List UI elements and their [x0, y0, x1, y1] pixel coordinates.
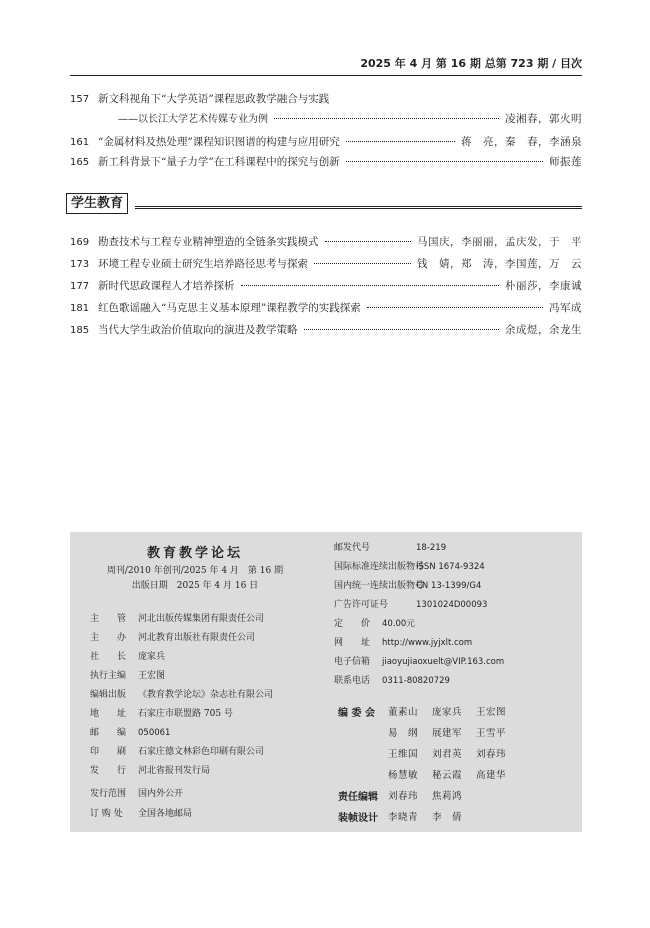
responsible-editor: 焦莉鸿 [432, 791, 463, 802]
colophon-label: 发 行 [90, 766, 127, 776]
colophon-row [90, 788, 183, 801]
toc-page-number: 181 [70, 303, 90, 314]
colophon-value: 《教育教学论坛》杂志社有限公司 [138, 690, 274, 700]
dot-leader [346, 141, 455, 142]
colophon-row [90, 708, 233, 721]
colophon-value: ISSN 1674-9324 [416, 562, 485, 572]
colophon-row [334, 561, 485, 574]
colophon-row [90, 651, 165, 664]
toc-authors: 余成煜，余龙生 [505, 324, 582, 336]
toc-entry-subtitle[interactable] [70, 110, 582, 128]
colophon-label: 主 管 [90, 614, 127, 624]
toc-entry[interactable] [70, 133, 582, 151]
committee-member: 杨慧敏 [388, 770, 419, 781]
colophon-value: CN 13-1399/G4 [416, 581, 482, 591]
toc-subtitle: ——以长江大学艺术传媒专业为例 [118, 114, 268, 125]
toc-authors: 冯军成 [549, 302, 582, 314]
colophon-label: 邮发代号 [334, 543, 371, 553]
designer: 李 倩 [432, 812, 463, 823]
dot-leader [304, 329, 500, 330]
toc-page-number: 169 [70, 237, 90, 248]
colophon-label: 订 购 处 [90, 809, 123, 819]
design-label: 装帧设计 [338, 813, 378, 824]
committee-label: 编 委 会 [338, 708, 375, 719]
toc-authors: 蒋 亮，秦 春，李涵泉 [461, 136, 582, 148]
colophon-row [90, 727, 170, 740]
colophon-value: 全国各地邮局 [138, 809, 193, 819]
colophon-row [334, 580, 481, 593]
toc-page-number: 185 [70, 325, 90, 336]
toc-title: 当代大学生政治价值取向的演进及教学策略 [98, 324, 298, 336]
colophon-row [90, 613, 264, 626]
responsible-editor: 刘春玮 [388, 791, 419, 802]
committee-member: 易 纲 [388, 728, 419, 739]
committee-member: 刘春玮 [476, 749, 507, 760]
colophon-label: 执行主编 [90, 671, 127, 681]
toc-title: 新时代思政课程人才培养探析 [98, 280, 235, 292]
issue-header: 2025 年 4 月 第 16 期 总第 723 期 / 目次 [360, 57, 582, 70]
toc-entry[interactable] [70, 299, 582, 317]
dot-leader [274, 118, 499, 119]
colophon-label: 编辑出版 [90, 690, 127, 700]
colophon-label: 联系电话 [334, 676, 371, 686]
colophon-value: 18-219 [416, 543, 447, 553]
toc-title: 红色歌谣融入“马克思主义基本原理”课程教学的实践探索 [98, 302, 361, 314]
committee-member: 董素山 [388, 707, 419, 718]
toc-entry[interactable] [70, 255, 582, 273]
dot-leader [367, 307, 543, 308]
colophon-label: 国内统一连续出版物号 [334, 581, 425, 591]
dot-leader [241, 285, 500, 286]
publication-info: 周刊/2010 年创刊/2025 年 4 月 第 16 期 [106, 566, 284, 576]
colophon-row [90, 746, 264, 759]
committee-member: 展建军 [432, 728, 463, 739]
toc-page-number: 161 [70, 137, 90, 148]
dot-leader [346, 161, 543, 162]
toc-entry[interactable] [70, 277, 582, 295]
colophon-value[interactable]: http://www.jyjxlt.com [382, 638, 473, 648]
colophon-row [334, 637, 472, 650]
colophon-row [334, 656, 504, 669]
colophon-label: 主 办 [90, 633, 127, 643]
colophon-label: 网 址 [334, 638, 371, 648]
colophon-label: 发行范围 [90, 789, 127, 799]
toc-page-number: 177 [70, 281, 90, 292]
section-rule [135, 206, 582, 209]
colophon-value: 王宏图 [138, 671, 166, 681]
designer: 李晓青 [388, 812, 419, 823]
toc-title: 新工科背景下“量子力学”在工科课程中的探究与创新 [98, 156, 340, 168]
toc-page-number: 157 [70, 94, 90, 105]
toc-page-number: 173 [70, 259, 90, 270]
toc-page-number: 165 [70, 157, 90, 168]
colophon-value: 庞家兵 [138, 652, 166, 662]
colophon-row [334, 675, 450, 688]
toc-authors: 马国庆，李丽丽，孟庆发，于 平 [417, 236, 582, 248]
toc-title: “金属材料及热处理”课程知识图谱的构建与应用研究 [98, 136, 340, 148]
colophon-value: 050061 [138, 728, 171, 738]
section-header [66, 192, 128, 214]
publication-date: 出版日期 2025 年 4 月 16 日 [131, 581, 259, 591]
header-rule [70, 75, 582, 76]
colophon-value: 石家庄市联盟路 705 号 [138, 709, 233, 719]
colophon-value: 0311-80820729 [382, 676, 450, 686]
journal-title: 教育教学论坛 [146, 546, 243, 561]
dot-leader [325, 241, 412, 242]
editor-label: 责任编辑 [338, 792, 378, 803]
colophon-row [334, 542, 446, 555]
colophon-value: 国内外公开 [138, 789, 184, 799]
toc-authors: 朴丽莎，李康诚 [505, 280, 582, 292]
colophon-label: 地 址 [90, 709, 127, 719]
colophon-label: 电子信箱 [334, 657, 371, 667]
toc-authors: 钱 婧，郑 涛，李国莲，万 云 [417, 258, 582, 270]
colophon-value: 石家庄德文林彩色印刷有限公司 [138, 747, 265, 757]
colophon-row [334, 618, 415, 631]
colophon-row [90, 689, 273, 702]
colophon-label: 国际标准连续出版物号 [334, 562, 425, 572]
colophon-row [90, 670, 165, 683]
toc-entry[interactable] [70, 90, 582, 108]
toc-entry[interactable] [70, 321, 582, 339]
committee-member: 高建华 [476, 770, 507, 781]
colophon-value: 40.00元 [382, 619, 415, 629]
toc-title: 勘查技术与工程专业精神塑造的全链条实践模式 [98, 236, 319, 248]
toc-authors: 师振莲 [549, 156, 582, 168]
colophon-value[interactable]: jiaoyujiaoxuelt@VIP.163.com [382, 657, 505, 667]
colophon-value: 河北出版传媒集团有限责任公司 [138, 614, 265, 624]
committee-member: 庞家兵 [432, 707, 463, 718]
colophon-value: 1301024D00093 [416, 600, 488, 610]
committee-member: 王宏图 [476, 707, 507, 718]
colophon-label: 邮 编 [90, 728, 127, 738]
toc-entry[interactable] [70, 153, 582, 171]
colophon-label: 广告许可证号 [334, 600, 389, 610]
committee-member: 秘云霞 [432, 770, 463, 781]
dot-leader [314, 263, 411, 264]
colophon-label: 社 长 [90, 652, 127, 662]
toc-title: 新文科视角下“大学英语”课程思政教学融合与实践 [98, 93, 330, 105]
toc-entry[interactable] [70, 233, 582, 251]
colophon-box [70, 532, 582, 832]
committee-member: 刘君英 [432, 749, 463, 760]
committee-member: 王雪平 [476, 728, 507, 739]
colophon-row [90, 632, 255, 645]
colophon-value: 河北省报刊发行局 [138, 766, 211, 776]
toc-authors: 凌湘春，郭火明 [505, 113, 582, 125]
colophon-row [90, 808, 192, 821]
colophon-row [90, 765, 210, 778]
colophon-row [334, 599, 487, 612]
colophon-label: 印 刷 [90, 747, 127, 757]
colophon-label: 定 价 [334, 619, 371, 629]
toc-title: 环境工程专业硕士研究生培养路径思考与探索 [98, 258, 308, 270]
colophon-value: 河北教育出版社有限责任公司 [138, 633, 256, 643]
committee-member: 王维国 [388, 749, 419, 760]
section-label: 学生教育 [66, 193, 128, 214]
